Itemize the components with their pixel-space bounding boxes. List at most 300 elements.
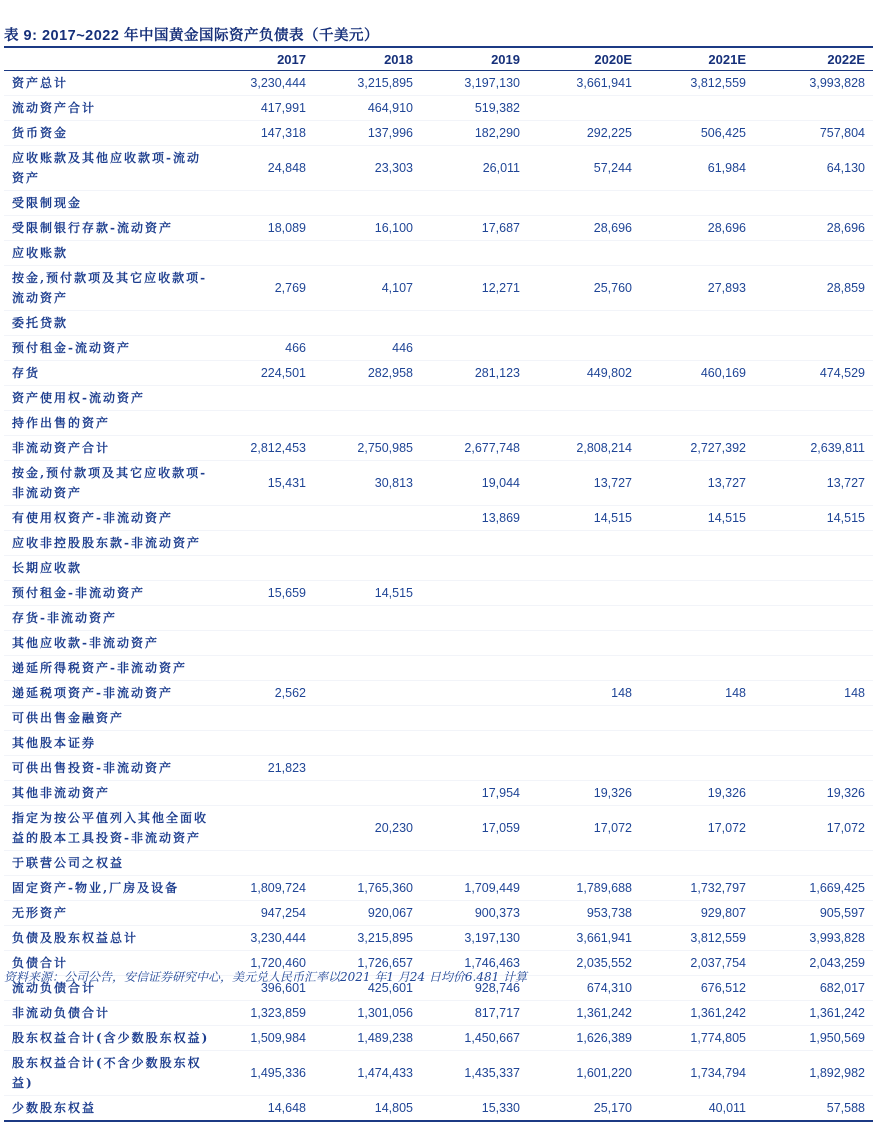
table-row [4, 386, 873, 411]
value-cell: 3,661,941 [528, 71, 640, 96]
value-cell: 1,732,797 [640, 876, 754, 901]
value-cell [214, 631, 314, 656]
value-cell [421, 656, 528, 681]
table-row [4, 731, 873, 756]
value-cell: 3,230,444 [214, 926, 314, 951]
value-cell [754, 531, 873, 556]
balance-sheet-table [4, 46, 873, 1122]
row-label: 应收账款 [4, 241, 214, 266]
value-cell: 1,489,238 [314, 1026, 421, 1051]
value-cell [528, 411, 640, 436]
row-label: 资产使用权-流动资产 [4, 386, 214, 411]
header-row [4, 47, 873, 71]
row-label: 货币资金 [4, 121, 214, 146]
value-cell: 17,072 [640, 806, 754, 851]
value-cell: 1,726,657 [314, 951, 421, 976]
table-row [4, 1096, 873, 1122]
value-cell: 26,011 [421, 146, 528, 191]
row-label: 预付租金-非流动资产 [4, 581, 214, 606]
value-cell [640, 581, 754, 606]
value-cell: 4,107 [314, 266, 421, 311]
row-label: 非流动资产合计 [4, 436, 214, 461]
row-label: 其他应收款-非流动资产 [4, 631, 214, 656]
value-cell [754, 386, 873, 411]
value-cell: 1,734,794 [640, 1051, 754, 1096]
value-cell [640, 656, 754, 681]
table-row [4, 556, 873, 581]
value-cell: 23,303 [314, 146, 421, 191]
value-cell [640, 606, 754, 631]
table-row [4, 71, 873, 96]
table-row [4, 851, 873, 876]
table-row [4, 1051, 873, 1096]
value-cell: 28,859 [754, 266, 873, 311]
value-cell: 2,808,214 [528, 436, 640, 461]
value-cell: 3,197,130 [421, 71, 528, 96]
value-cell: 17,687 [421, 216, 528, 241]
table-row [4, 681, 873, 706]
source-note: 资料来源：公司公告，安信证券研究中心，美元兑人民币汇率以2021 年1 月24 日均价6.481 计算 [4, 970, 528, 984]
value-cell: 1,361,242 [528, 1001, 640, 1026]
row-label: 可供出售金融资产 [4, 706, 214, 731]
value-cell: 2,677,748 [421, 436, 528, 461]
value-cell [754, 581, 873, 606]
row-label: 存货-非流动资产 [4, 606, 214, 631]
value-cell: 15,659 [214, 581, 314, 606]
column-header: 2021E [640, 47, 754, 71]
value-cell [528, 96, 640, 121]
column-header [4, 47, 214, 71]
table-row [4, 121, 873, 146]
value-cell: 1,746,463 [421, 951, 528, 976]
value-cell [528, 581, 640, 606]
table-row [4, 656, 873, 681]
table-row [4, 901, 873, 926]
value-cell: 519,382 [421, 96, 528, 121]
value-cell [314, 756, 421, 781]
value-cell [528, 631, 640, 656]
value-cell [421, 731, 528, 756]
value-cell: 947,254 [214, 901, 314, 926]
value-cell: 15,330 [421, 1096, 528, 1122]
value-cell: 1,774,805 [640, 1026, 754, 1051]
value-cell [421, 386, 528, 411]
value-cell: 1,626,389 [528, 1026, 640, 1051]
value-cell: 14,515 [640, 506, 754, 531]
row-label: 股东权益合计(含少数股东权益) [4, 1026, 214, 1051]
row-label: 固定资产-物业,厂房及设备 [4, 876, 214, 901]
value-cell: 3,197,130 [421, 926, 528, 951]
value-cell: 817,717 [421, 1001, 528, 1026]
value-cell [640, 731, 754, 756]
value-cell [314, 411, 421, 436]
table-row [4, 411, 873, 436]
table-row [4, 361, 873, 386]
column-header: 2019 [421, 47, 528, 71]
value-cell: 2,035,552 [528, 951, 640, 976]
row-label: 非流动负债合计 [4, 1001, 214, 1026]
value-cell [421, 706, 528, 731]
value-cell: 1,669,425 [754, 876, 873, 901]
value-cell: 148 [640, 681, 754, 706]
value-cell [214, 781, 314, 806]
value-cell: 57,244 [528, 146, 640, 191]
row-label: 流动资产合计 [4, 96, 214, 121]
value-cell: 417,991 [214, 96, 314, 121]
value-cell: 757,804 [754, 121, 873, 146]
value-cell [640, 311, 754, 336]
value-cell: 61,984 [640, 146, 754, 191]
value-cell [214, 606, 314, 631]
value-cell [421, 241, 528, 266]
value-cell [314, 681, 421, 706]
value-cell: 2,639,811 [754, 436, 873, 461]
value-cell: 17,072 [528, 806, 640, 851]
value-cell [214, 556, 314, 581]
value-cell: 20,230 [314, 806, 421, 851]
value-cell [214, 806, 314, 851]
value-cell [528, 241, 640, 266]
value-cell [314, 506, 421, 531]
value-cell [214, 851, 314, 876]
table-row [4, 876, 873, 901]
value-cell: 1,361,242 [754, 1001, 873, 1026]
value-cell [214, 311, 314, 336]
value-cell [640, 241, 754, 266]
value-cell [214, 531, 314, 556]
value-cell: 13,869 [421, 506, 528, 531]
value-cell [528, 606, 640, 631]
column-header: 2017 [214, 47, 314, 71]
value-cell: 21,823 [214, 756, 314, 781]
value-cell: 900,373 [421, 901, 528, 926]
value-cell: 1,495,336 [214, 1051, 314, 1096]
value-cell: 1,809,724 [214, 876, 314, 901]
table-row [4, 581, 873, 606]
value-cell [754, 756, 873, 781]
value-cell [528, 756, 640, 781]
value-cell [214, 191, 314, 216]
value-cell [528, 851, 640, 876]
table-row [4, 1001, 873, 1026]
value-cell [754, 706, 873, 731]
value-cell: 676,512 [640, 976, 754, 1001]
value-cell [421, 556, 528, 581]
value-cell: 2,562 [214, 681, 314, 706]
value-cell [640, 96, 754, 121]
table-row [4, 631, 873, 656]
value-cell: 1,323,859 [214, 1001, 314, 1026]
value-cell [314, 851, 421, 876]
row-label: 其他股本证券 [4, 731, 214, 756]
row-label: 无形资产 [4, 901, 214, 926]
value-cell [314, 241, 421, 266]
table-row [4, 146, 873, 191]
value-cell [421, 681, 528, 706]
value-cell [528, 386, 640, 411]
value-cell: 1,474,433 [314, 1051, 421, 1096]
value-cell: 3,215,895 [314, 926, 421, 951]
value-cell: 3,812,559 [640, 926, 754, 951]
value-cell: 1,765,360 [314, 876, 421, 901]
row-label: 受限制现金 [4, 191, 214, 216]
table-row [4, 266, 873, 311]
value-cell [214, 731, 314, 756]
value-cell: 460,169 [640, 361, 754, 386]
row-label: 应收账款及其他应收款项-流动资产 [4, 146, 214, 191]
value-cell: 14,515 [528, 506, 640, 531]
value-cell [314, 531, 421, 556]
value-cell [754, 606, 873, 631]
value-cell [640, 191, 754, 216]
value-cell: 17,954 [421, 781, 528, 806]
value-cell: 1,950,569 [754, 1026, 873, 1051]
row-label: 于联营公司之权益 [4, 851, 214, 876]
value-cell: 2,037,754 [640, 951, 754, 976]
value-cell [754, 556, 873, 581]
value-cell: 13,727 [640, 461, 754, 506]
value-cell: 905,597 [754, 901, 873, 926]
value-cell: 396,601 [214, 976, 314, 1001]
value-cell: 14,805 [314, 1096, 421, 1122]
row-label: 持作出售的资产 [4, 411, 214, 436]
table-row [4, 216, 873, 241]
value-cell [528, 311, 640, 336]
row-label: 预付租金-流动资产 [4, 336, 214, 361]
value-cell: 425,601 [314, 976, 421, 1001]
value-cell: 3,230,444 [214, 71, 314, 96]
table-row [4, 96, 873, 121]
table-row [4, 781, 873, 806]
value-cell: 19,326 [640, 781, 754, 806]
value-cell [640, 336, 754, 361]
value-cell: 282,958 [314, 361, 421, 386]
row-label: 其他非流动资产 [4, 781, 214, 806]
value-cell: 30,813 [314, 461, 421, 506]
value-cell: 292,225 [528, 121, 640, 146]
value-cell: 19,044 [421, 461, 528, 506]
value-cell [754, 336, 873, 361]
value-cell: 224,501 [214, 361, 314, 386]
value-cell: 137,996 [314, 121, 421, 146]
value-cell: 2,750,985 [314, 436, 421, 461]
value-cell [314, 781, 421, 806]
table-row [4, 926, 873, 951]
table-row [4, 606, 873, 631]
value-cell [421, 606, 528, 631]
value-cell [528, 531, 640, 556]
value-cell [754, 191, 873, 216]
value-cell: 13,727 [528, 461, 640, 506]
value-cell: 147,318 [214, 121, 314, 146]
value-cell [314, 656, 421, 681]
value-cell [528, 731, 640, 756]
value-cell: 15,431 [214, 461, 314, 506]
value-cell: 3,215,895 [314, 71, 421, 96]
value-cell: 3,993,828 [754, 926, 873, 951]
value-cell: 17,059 [421, 806, 528, 851]
value-cell [754, 731, 873, 756]
value-cell [314, 706, 421, 731]
row-label: 存货 [4, 361, 214, 386]
row-label: 有使用权资产-非流动资产 [4, 506, 214, 531]
value-cell [528, 336, 640, 361]
value-cell: 474,529 [754, 361, 873, 386]
value-cell: 64,130 [754, 146, 873, 191]
value-cell: 929,807 [640, 901, 754, 926]
value-cell: 506,425 [640, 121, 754, 146]
value-cell [528, 656, 640, 681]
table-row [4, 531, 873, 556]
value-cell [640, 631, 754, 656]
value-cell [528, 191, 640, 216]
table-row [4, 1026, 873, 1051]
column-header: 2020E [528, 47, 640, 71]
table-row [4, 336, 873, 361]
row-label: 受限制银行存款-流动资产 [4, 216, 214, 241]
value-cell: 2,769 [214, 266, 314, 311]
value-cell: 928,746 [421, 976, 528, 1001]
value-cell: 2,043,259 [754, 951, 873, 976]
value-cell: 3,993,828 [754, 71, 873, 96]
table-row [4, 241, 873, 266]
value-cell: 674,310 [528, 976, 640, 1001]
value-cell: 14,648 [214, 1096, 314, 1122]
row-label: 按金,预付款项及其它应收款项-非流动资产 [4, 461, 214, 506]
table-row [4, 756, 873, 781]
row-label: 负债及股东权益总计 [4, 926, 214, 951]
value-cell [754, 311, 873, 336]
value-cell [214, 706, 314, 731]
value-cell [754, 411, 873, 436]
value-cell [640, 851, 754, 876]
value-cell [214, 411, 314, 436]
value-cell: 920,067 [314, 901, 421, 926]
value-cell [754, 656, 873, 681]
value-cell: 3,812,559 [640, 71, 754, 96]
row-label: 递延税项资产-非流动资产 [4, 681, 214, 706]
value-cell: 281,123 [421, 361, 528, 386]
value-cell [314, 191, 421, 216]
value-cell [640, 386, 754, 411]
value-cell [314, 556, 421, 581]
value-cell [528, 706, 640, 731]
table-row [4, 806, 873, 851]
value-cell [421, 851, 528, 876]
table-row [4, 191, 873, 216]
value-cell [754, 241, 873, 266]
row-label: 股东权益合计(不含少数股东权益) [4, 1051, 214, 1096]
value-cell: 19,326 [528, 781, 640, 806]
table-row [4, 461, 873, 506]
value-cell: 446 [314, 336, 421, 361]
value-cell: 682,017 [754, 976, 873, 1001]
value-cell: 449,802 [528, 361, 640, 386]
value-cell: 1,709,449 [421, 876, 528, 901]
value-cell [421, 631, 528, 656]
row-label: 可供出售投资-非流动资产 [4, 756, 214, 781]
value-cell: 148 [528, 681, 640, 706]
value-cell: 24,848 [214, 146, 314, 191]
value-cell [640, 531, 754, 556]
value-cell [640, 756, 754, 781]
table-row [4, 706, 873, 731]
value-cell [640, 556, 754, 581]
value-cell: 57,588 [754, 1096, 873, 1122]
value-cell: 182,290 [421, 121, 528, 146]
value-cell: 25,760 [528, 266, 640, 311]
row-label: 指定为按公平值列入其他全面收益的股本工具投资-非流动资产 [4, 806, 214, 851]
row-label: 长期应收款 [4, 556, 214, 581]
value-cell: 13,727 [754, 461, 873, 506]
value-cell [214, 506, 314, 531]
value-cell: 466 [214, 336, 314, 361]
value-cell [314, 606, 421, 631]
table-row [4, 311, 873, 336]
table-row [4, 436, 873, 461]
value-cell [214, 386, 314, 411]
value-cell: 1,892,982 [754, 1051, 873, 1096]
value-cell [640, 706, 754, 731]
value-cell [421, 311, 528, 336]
value-cell: 16,100 [314, 216, 421, 241]
value-cell [754, 96, 873, 121]
value-cell [314, 631, 421, 656]
value-cell: 14,515 [314, 581, 421, 606]
value-cell [421, 531, 528, 556]
row-label: 按金,预付款项及其它应收款项-流动资产 [4, 266, 214, 311]
value-cell [754, 631, 873, 656]
column-header: 2018 [314, 47, 421, 71]
row-label: 应收非控股股东款-非流动资产 [4, 531, 214, 556]
value-cell: 1,361,242 [640, 1001, 754, 1026]
value-cell: 12,271 [421, 266, 528, 311]
value-cell [640, 411, 754, 436]
row-label: 少数股东权益 [4, 1096, 214, 1122]
value-cell: 1,789,688 [528, 876, 640, 901]
row-label: 流动负债合计 [4, 976, 214, 1001]
row-label: 负债合计 [4, 951, 214, 976]
value-cell: 28,696 [640, 216, 754, 241]
value-cell [421, 411, 528, 436]
table-title: 表 9: 2017~2022 年中国黄金国际资产负债表（千美元） [4, 28, 379, 44]
value-cell: 1,720,460 [214, 951, 314, 976]
value-cell: 19,326 [754, 781, 873, 806]
value-cell: 1,301,056 [314, 1001, 421, 1026]
value-cell [314, 311, 421, 336]
value-cell: 1,601,220 [528, 1051, 640, 1096]
value-cell: 14,515 [754, 506, 873, 531]
value-cell: 148 [754, 681, 873, 706]
value-cell [528, 556, 640, 581]
value-cell: 2,727,392 [640, 436, 754, 461]
value-cell: 1,509,984 [214, 1026, 314, 1051]
value-cell: 1,450,667 [421, 1026, 528, 1051]
row-label: 递延所得税资产-非流动资产 [4, 656, 214, 681]
value-cell [314, 386, 421, 411]
value-cell: 3,661,941 [528, 926, 640, 951]
column-header: 2022E [754, 47, 873, 71]
value-cell: 40,011 [640, 1096, 754, 1122]
value-cell [421, 756, 528, 781]
value-cell: 28,696 [528, 216, 640, 241]
value-cell: 27,893 [640, 266, 754, 311]
value-cell: 18,089 [214, 216, 314, 241]
value-cell: 28,696 [754, 216, 873, 241]
table-row [4, 506, 873, 531]
value-cell [214, 656, 314, 681]
value-cell [421, 191, 528, 216]
